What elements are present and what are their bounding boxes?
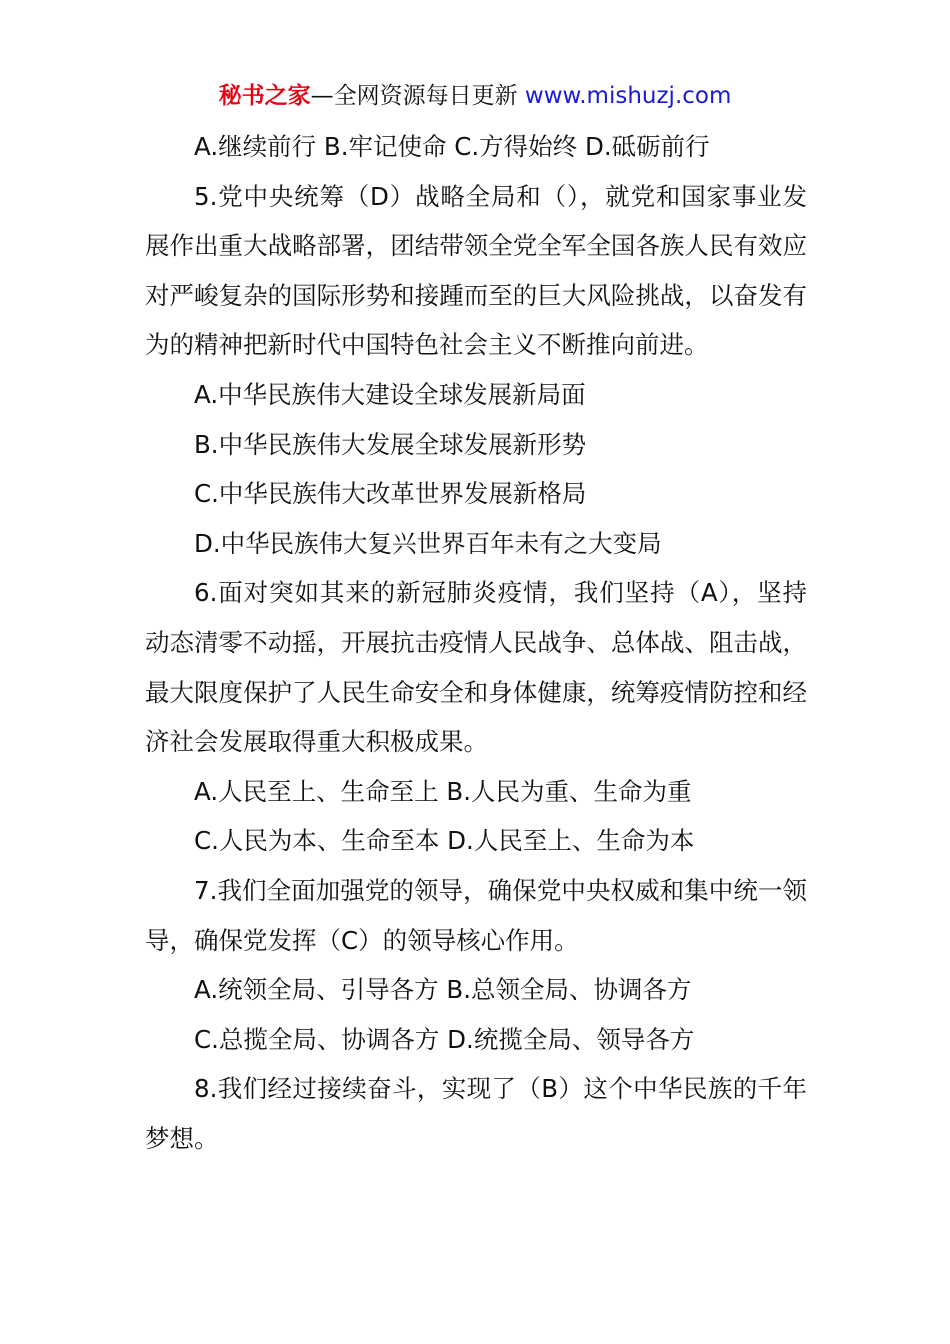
options-q6-cd: C.人民为本、生命至本 D.人民至上、生命为本 (194, 826, 695, 856)
option-q5-d: D.中华民族伟大复兴世界百年未有之大变局 (194, 528, 662, 558)
question-6: 6.面对突如其来的新冠肺炎疫情，我们坚持（A），坚持动态清零不动摇，开展抗击疫情人民战争、总体战、阻击战，最大限度保护了人民生命安全和身体健康，统筹疫情防控和经济社会发展取得重大积极成果。 (145, 578, 807, 757)
header-tagline: —全网资源每日更新 (310, 83, 525, 109)
options-q6-ab: A.人民至上、生命至上 B.人民为重、生命为重 (194, 776, 692, 806)
question-7: 7.我们全面加强党的领导，确保党中央权威和集中统一领导，确保党发挥（C）的领导核心作用。 (145, 875, 807, 955)
document-body (145, 122, 807, 1163)
option-q5-c: C.中华民族伟大改革世界发展新格局 (194, 479, 587, 509)
answer-options-q4: A.继续前行 B.牢记使命 C.方得始终 D.砥砺前行 (194, 132, 710, 161)
page-header (0, 80, 950, 112)
options-q7-cd: C.总揽全局、协调各方 D.统揽全局、领导各方 (194, 1024, 695, 1054)
question-8: 8.我们经过接续奋斗，实现了（B）这个中华民族的千年梦想。 (145, 1074, 807, 1153)
options-q7-ab: A.统领全局、引导各方 B.总领全局、协调各方 (194, 975, 692, 1005)
option-q5-a: A.中华民族伟大建设全球发展新局面 (194, 379, 586, 409)
option-q5-b: B.中华民族伟大发展全球发展新形势 (194, 429, 587, 459)
question-5: 5.党中央统筹（D）战略全局和（），就党和国家事业发展作出重大战略部署，团结带领全党全军全国各族人民有效应对严峻复杂的国际形势和接踵而至的巨大风险挑战，以奋发有为的精神把新时代中国特色社会主义不断推向前进。 (145, 181, 807, 360)
brand-name: 秘书之家 (218, 83, 311, 109)
header-url-link[interactable]: www.mishuzj.com (524, 83, 732, 109)
